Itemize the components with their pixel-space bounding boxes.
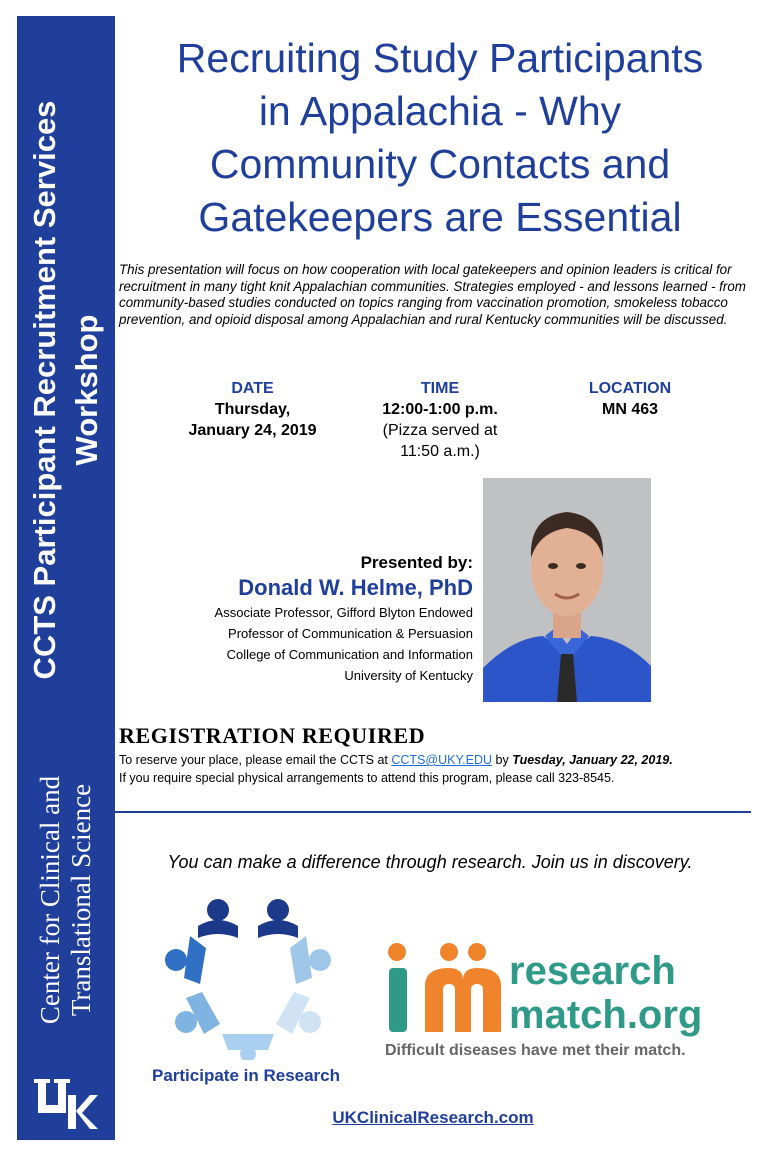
- ccts-name-line1: Center for Clinical and: [35, 775, 65, 1025]
- rm-word2: match.org: [509, 993, 703, 1037]
- registration-line1-text: To reserve your place, please email the CCTS at: [119, 753, 392, 767]
- rm-word1: research: [509, 949, 676, 993]
- ccts-name-line2: Translational Science: [66, 783, 96, 1017]
- location-column: [565, 378, 695, 420]
- location-label: LOCATION: [588, 380, 672, 397]
- researchmatch-logo-icon: [385, 940, 745, 1040]
- time-line1: 12:00-1:00 p.m.: [382, 401, 498, 418]
- description: This presentation will focus on how cooperation with local gatekeepers and opinion leaders is critical for recruitment in many tight knit Appalachian communities. Strategies employed - and lessons learned - from community-based studies conducted on topics ranging from vaccination promotion, smokeless tobacco prevention, and opioid disposal among Appalachian and rural Kentucky communities will be discussed.: [119, 262, 746, 328]
- sidebar-title-line2: Workshop: [69, 314, 104, 466]
- date-column: [170, 378, 335, 441]
- presenter-affiliation-4: University of Kentucky: [344, 668, 473, 683]
- presenter-affiliation-1: Associate Professor, Gifford Blyton Endowed: [214, 605, 473, 620]
- ccts-name: [35, 735, 97, 1065]
- time-line2: (Pizza served at: [382, 422, 498, 439]
- location-value: MN 463: [601, 401, 659, 418]
- registration-deadline: Tuesday, January 22, 2019.: [512, 753, 673, 767]
- time-label: TIME: [420, 380, 460, 397]
- presenter-photo: [483, 478, 651, 702]
- divider: [115, 811, 751, 813]
- presenter-affiliation-2: Professor of Communication & Persuasion: [228, 626, 473, 641]
- registration-line1-mid: by: [492, 753, 513, 767]
- footer-link[interactable]: UKClinicalResearch.com: [332, 1108, 534, 1127]
- date-line1: Thursday,: [214, 401, 291, 418]
- presenter-affiliation-3: College of Communication and Information: [226, 647, 473, 662]
- participate-in-research-logo-icon: [148, 890, 348, 1060]
- time-line3: 11:50 a.m.): [400, 443, 480, 460]
- date-label: DATE: [231, 380, 274, 397]
- presenter-name: Donald W. Helme, PhD: [238, 575, 473, 600]
- presented-by-label: Presented by:: [360, 553, 473, 572]
- title-line1: Recruiting Study Participants: [176, 35, 704, 81]
- date-line2: January 24, 2019: [188, 422, 317, 439]
- registration-line1: [119, 752, 673, 769]
- rm-tagline: Difficult diseases have met their match.: [385, 1042, 686, 1059]
- registration-heading: REGISTRATION REQUIRED: [119, 723, 426, 748]
- tagline: You can make a difference through research. Join us in discovery.: [167, 852, 693, 872]
- presenter-block: [153, 552, 473, 686]
- registration-line2: If you require special physical arrangements to attend this program, please call 323-8545.: [119, 771, 615, 785]
- sidebar-title-line1: CCTS Participant Recruitment Services: [27, 100, 62, 680]
- time-column: [360, 378, 520, 462]
- title-line4: Gatekeepers are Essential: [198, 194, 682, 240]
- page-title: [120, 32, 760, 244]
- title-line2: in Appalachia - Why: [258, 88, 622, 134]
- email-link[interactable]: CCTS@UKY.EDU: [391, 753, 493, 767]
- title-line3: Community Contacts and: [209, 141, 671, 187]
- participate-label: Participate in Research: [151, 1066, 341, 1085]
- uk-logo-icon: [30, 1075, 102, 1135]
- sidebar-title: [24, 50, 108, 730]
